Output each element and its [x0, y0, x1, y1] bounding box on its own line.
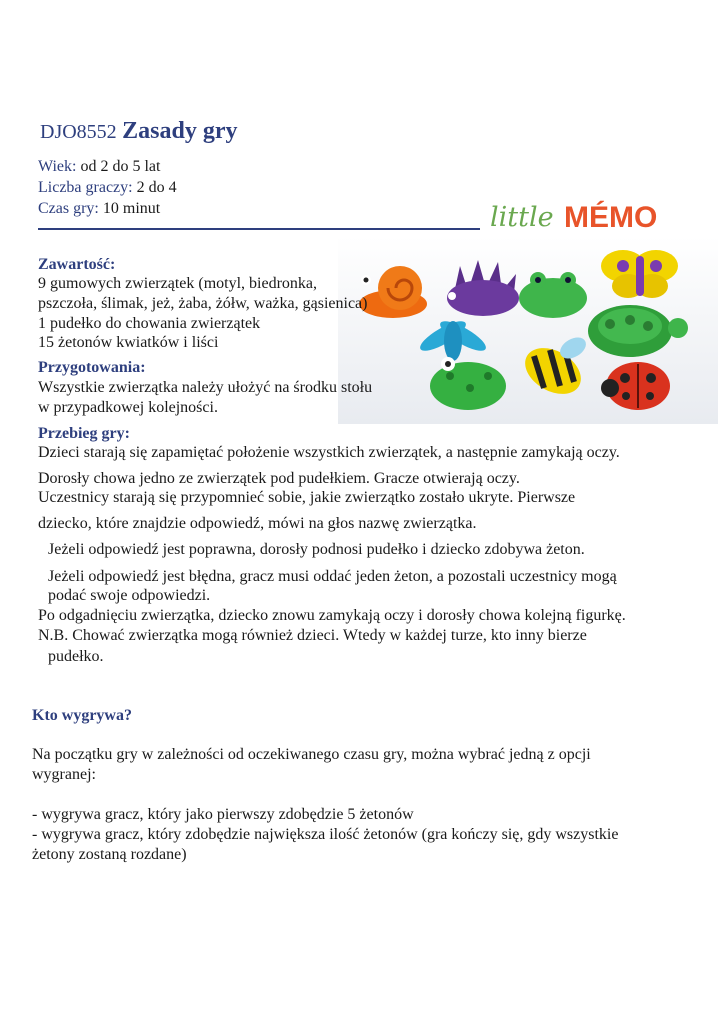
winner-option-line: żetony zostaną rozdane) [32, 846, 187, 863]
age-label: Wiek: [38, 158, 77, 175]
winner-intro-line: Na początku gry w zależności od oczekiwanego czasu gry, można wybrać jedną z opcji [32, 746, 591, 763]
product-photo [338, 236, 718, 424]
gameplay-line: Jeżeli odpowiedź jest błędna, gracz musi oddać jeden żeton, a pozostali uczestnicy mogą [48, 568, 617, 585]
age-row [38, 158, 160, 176]
little-memo-logo [480, 193, 700, 237]
gameplay-line: dziecko, które znajdzie odpowiedź, mówi na głos nazwę zwierzątka. [38, 515, 477, 532]
gameplay-line: Po odgadnięciu zwierzątka, dziecko znowu zamykają oczy i dorosły chowa kolejną figurkę. [38, 607, 626, 624]
time-row [38, 200, 160, 218]
gameplay-heading: Przebieg gry: [38, 425, 130, 442]
winner-intro-line: wygranej: [32, 766, 96, 783]
gameplay-line: N.B. Chować zwierzątka mogą również dzieci. Wtedy w każdej turze, kto inny bierze [38, 627, 587, 644]
gameplay-line: podać swoje odpowiedzi. [48, 587, 211, 604]
players-value: 2 do 4 [136, 179, 177, 196]
contents-line: 15 żetonów kwiatków i liści [38, 334, 219, 351]
gameplay-line: pudełko. [48, 648, 104, 665]
contents-heading: Zawartość: [38, 256, 116, 273]
winner-option-line: - wygrywa gracz, który jako pierwszy zdobędzie 5 żetonów [32, 806, 414, 823]
gameplay-line: Jeżeli odpowiedź jest poprawna, dorosły podnosi pudełko i dziecko zdobywa żeton. [48, 541, 585, 558]
gameplay-line: Uczestnicy starają się przypomnieć sobie, jakie zwierzątko zostało ukryte. Pierwsze [38, 489, 576, 506]
header-divider [38, 228, 490, 230]
time-label: Czas gry: [38, 200, 99, 217]
preparation-line: w przypadkowej kolejności. [38, 399, 218, 416]
contents-line: 9 gumowych zwierzątek (motyl, biedronka, [38, 275, 318, 292]
players-row [38, 179, 177, 197]
preparation-line: Wszystkie zwierzątka należy ułożyć na środku stołu [38, 379, 373, 396]
winner-option-line: - wygrywa gracz, który zdobędzie największa ilość żetonów (gra kończy się, gdy wszystkie [32, 826, 619, 843]
product-code: DJO8552 [40, 121, 117, 143]
rules-title: Zasady gry [122, 118, 238, 144]
logo-part-little: little [490, 202, 554, 233]
contents-line: 1 pudełko do chowania zwierzątek [38, 315, 261, 332]
age-value: od 2 do 5 lat [80, 158, 161, 175]
players-label: Liczba graczy: [38, 179, 133, 196]
gameplay-line: Dorosły chowa jedno ze zwierzątek pod pudełkiem. Gracze otwierają oczy. [38, 470, 520, 487]
preparation-heading: Przygotowania: [38, 359, 146, 376]
contents-line: pszczoła, ślimak, jeż, żaba, żółw, ważka, gąsienica) [38, 295, 368, 312]
logo-part-memo: MÉMO [564, 201, 658, 234]
page-title [40, 118, 238, 145]
winner-heading: Kto wygrywa? [32, 707, 132, 724]
time-value: 10 minut [102, 200, 161, 217]
gameplay-line: Dzieci starają się zapamiętać położenie wszystkich zwierzątek, a następnie zamykają oczy. [38, 444, 620, 461]
